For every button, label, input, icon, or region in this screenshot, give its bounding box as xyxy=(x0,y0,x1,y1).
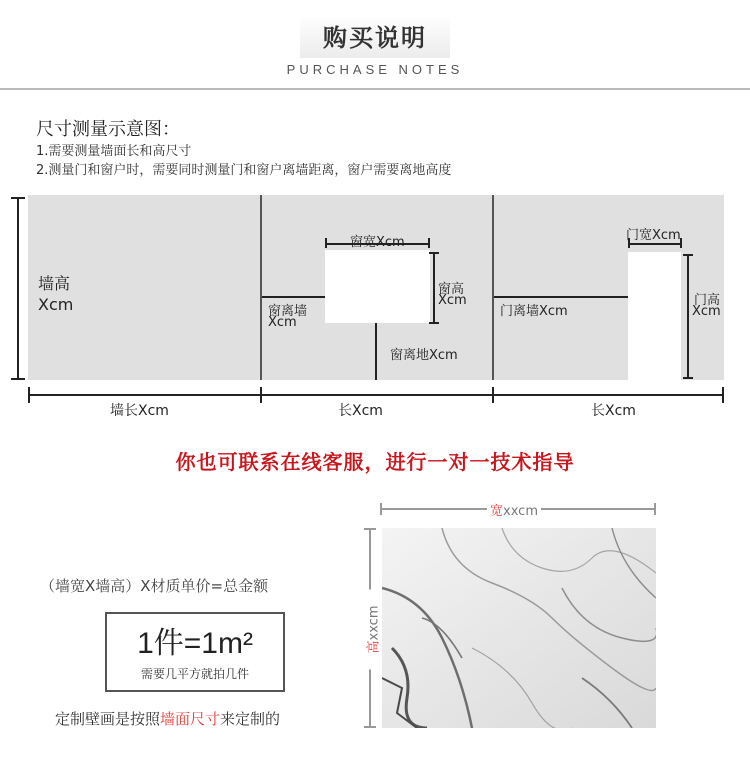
contact-service-text: 你也可联系在线客服，进行一对一技术指导 xyxy=(175,450,575,474)
window-height-line xyxy=(433,252,435,323)
panel3-length-label: 长Xcm xyxy=(591,403,636,419)
panel-separator-2 xyxy=(492,195,494,380)
window-width-cap-right xyxy=(428,238,430,248)
window-floor-label: 窗离地Xcm xyxy=(390,348,458,363)
window-height-value: Xcm xyxy=(438,293,467,308)
sample-width-label xyxy=(487,500,541,519)
measure-heading: 尺寸测量示意图： xyxy=(36,119,180,140)
door-shape xyxy=(628,252,681,380)
wall-height-label: 墙高 xyxy=(38,274,71,293)
page-title: 购买说明 xyxy=(323,24,427,52)
window-wall-value: Xcm xyxy=(268,315,297,330)
panel2-length-label: 长Xcm xyxy=(338,403,383,419)
window-height-cap-top xyxy=(429,252,439,254)
window-height-label: 窗高 xyxy=(438,282,465,297)
unit-equation: 1件=1m² xyxy=(137,627,253,660)
wall-height-cap-bottom xyxy=(11,378,25,380)
sample-width-suffix: xxcm xyxy=(503,504,538,519)
custom-note-prefix: 定制壁画是按照 xyxy=(55,710,161,728)
page-subtitle: PURCHASE NOTES xyxy=(286,62,464,77)
door-width-label: 门宽Xcm xyxy=(626,228,681,243)
door-height-label: 门高 xyxy=(694,293,721,308)
sample-width-prefix: 宽 xyxy=(490,504,504,519)
door-wall-line xyxy=(494,296,628,298)
sample-height-label xyxy=(363,590,382,670)
door-height-cap-bottom xyxy=(683,377,693,379)
measure-note-2: 2.测量门和窗户时，需要同时测量门和窗户离墙距离，窗户需要离地高度 xyxy=(36,163,452,178)
marble-sample-image xyxy=(382,528,656,728)
window-shape xyxy=(325,250,430,323)
header-divider xyxy=(0,88,750,90)
sample-height-prefix: 高 xyxy=(366,640,382,654)
sample-height-suffix: xxcm xyxy=(366,605,382,641)
length-baseline xyxy=(28,394,724,396)
panel-separator-1 xyxy=(260,195,262,380)
window-floor-line xyxy=(375,323,377,380)
door-height-value: Xcm xyxy=(692,304,721,319)
length-tick-1 xyxy=(28,387,30,403)
wall-height-cap-top xyxy=(11,197,25,199)
wall-height-value: Xcm xyxy=(38,295,74,314)
price-formula: （墙宽X墙高）X材质单价=总金额 xyxy=(40,577,269,595)
door-height-cap-top xyxy=(683,254,693,256)
door-wall-label: 门离墙Xcm xyxy=(500,304,568,319)
door-height-line xyxy=(687,254,689,378)
window-wall-line xyxy=(262,296,325,298)
window-width-cap-left xyxy=(325,238,327,248)
door-width-line xyxy=(628,243,682,245)
sample-height-cap-bottom xyxy=(364,726,376,728)
custom-note-highlight: 墙面尺寸 xyxy=(160,710,221,728)
length-tick-4 xyxy=(722,387,724,403)
sample-width-cap-left xyxy=(380,503,382,515)
custom-note xyxy=(55,708,280,729)
measure-note-1: 1.需要测量墙面长和高尺寸 xyxy=(36,144,192,159)
unit-hint: 需要几平方就拍几件 xyxy=(140,667,249,681)
sample-height-cap-top xyxy=(364,528,376,530)
window-height-cap-bottom xyxy=(429,322,439,324)
wall-length-label: 墙长Xcm xyxy=(110,403,169,419)
window-wall-label: 窗离墙 xyxy=(268,304,308,319)
length-tick-3 xyxy=(492,387,494,403)
window-width-label: 窗宽Xcm xyxy=(350,235,405,250)
sample-width-cap-right xyxy=(654,503,656,515)
custom-note-suffix: 来定制的 xyxy=(220,710,281,728)
wall-panel-3 xyxy=(494,195,724,380)
length-tick-2 xyxy=(260,387,262,403)
wall-height-line xyxy=(17,197,19,380)
